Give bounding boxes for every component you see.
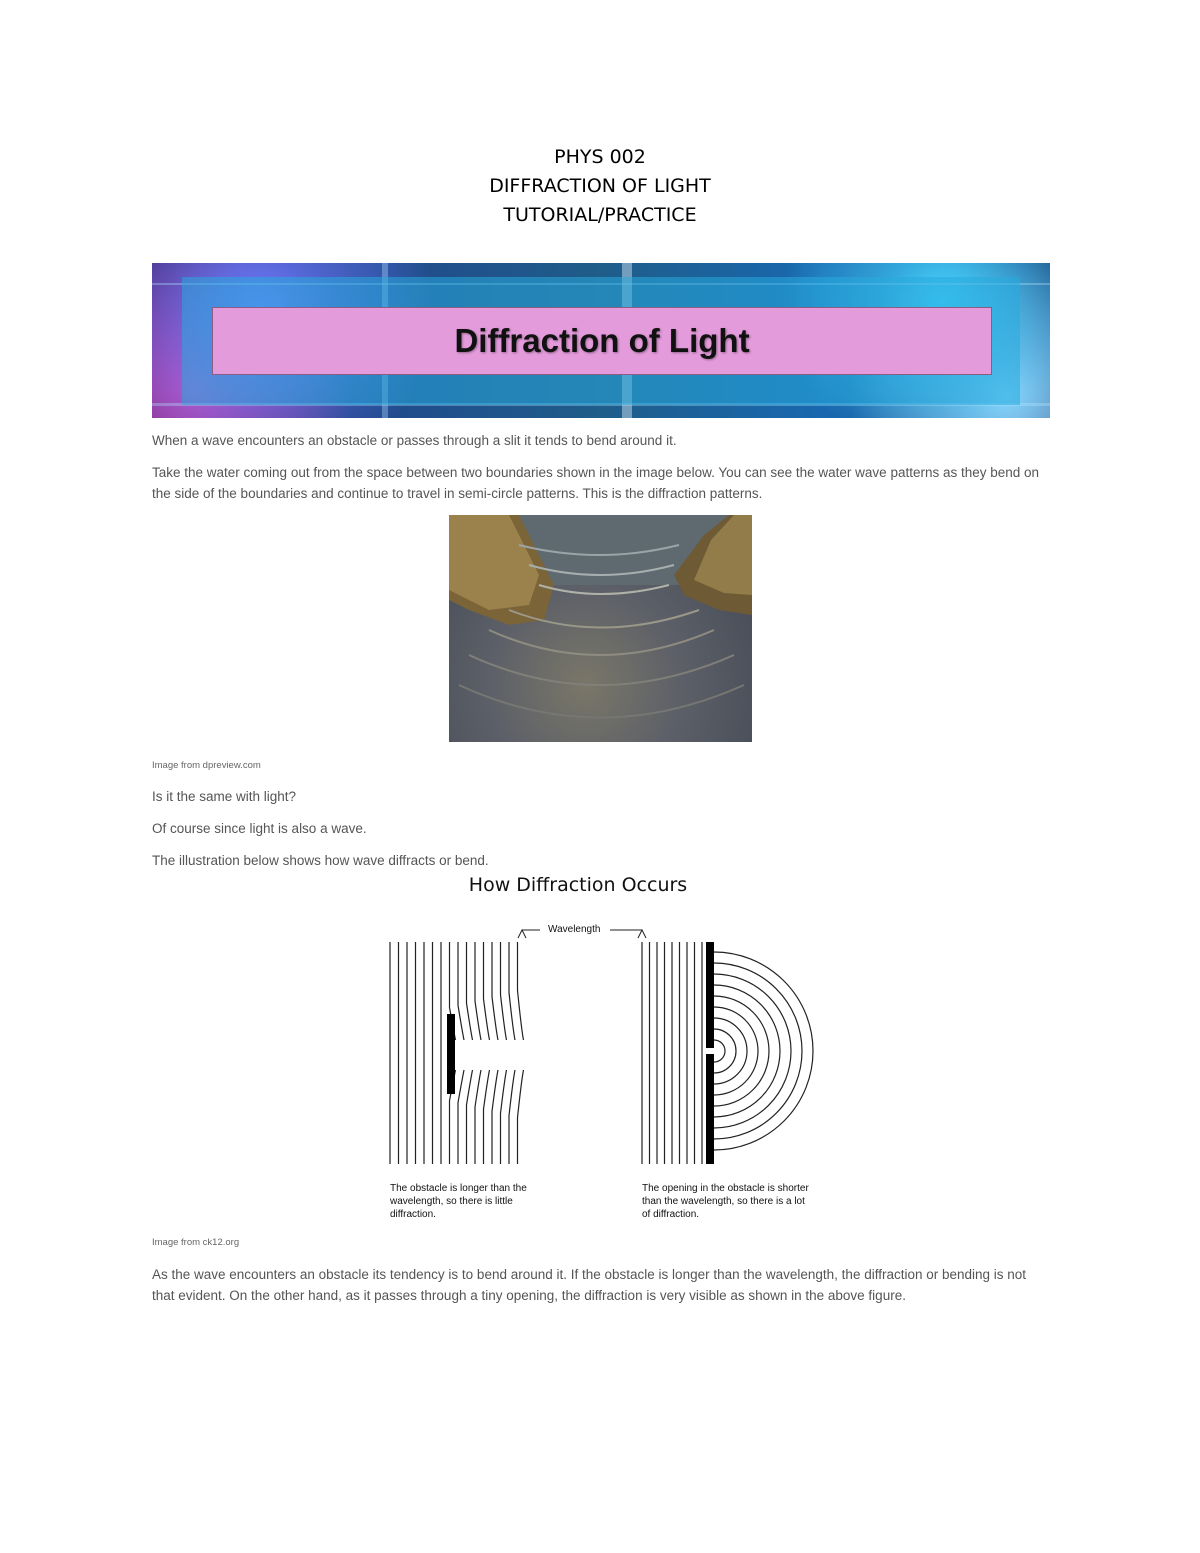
photo-credit: Image from dpreview.com bbox=[152, 760, 261, 771]
paragraph-conclusion: As the wave encounters an obstacle its tendency is to bend around it. If the obstacle is longer than the wavelength, the diffraction or bending is not that evident. On the other hand, as it passes through a tiny opening, the diffraction is very visible as shown in the above figure. bbox=[152, 1267, 1027, 1303]
paragraph-answer: Of course since light is also a wave. bbox=[152, 821, 367, 836]
wavefront-line bbox=[475, 942, 481, 1164]
wavefront-line bbox=[467, 942, 473, 1164]
wavefront-line bbox=[501, 942, 507, 1164]
document-subtitle: TUTORIAL/PRACTICE bbox=[503, 204, 697, 226]
paragraph-water: Take the water coming out from the space between two boundaries shown in the image below. You can see the water wave patterns as they bend on the side of the boundaries and continue to travel in semi-circle patterns. This is the diffraction patterns. bbox=[152, 465, 1040, 501]
document-title: DIFFRACTION OF LIGHT bbox=[489, 175, 711, 197]
diagram-graphic bbox=[380, 920, 820, 1220]
diffracted-wave-arc bbox=[714, 952, 813, 1150]
diffracted-wave-arc bbox=[714, 1040, 725, 1062]
water-diffraction-photo bbox=[449, 515, 752, 742]
paragraph-question: Is it the same with light? bbox=[152, 789, 297, 804]
long-obstacle bbox=[447, 1014, 455, 1094]
wavefront-line bbox=[458, 942, 464, 1164]
caption-right: The opening in the obstacle is shorter than the wavelength, so there is a lot of diffraction. bbox=[642, 1183, 809, 1220]
course-code: PHYS 002 bbox=[554, 146, 646, 168]
wavefront-line bbox=[518, 942, 524, 1164]
banner-title: Diffraction of Light bbox=[212, 307, 992, 375]
diffraction-diagram bbox=[380, 870, 820, 1230]
wavelength-label: Wavelength bbox=[548, 924, 601, 935]
diffracted-wave-arc bbox=[714, 1018, 747, 1084]
paragraph-illustration-intro: The illustration below shows how wave diffracts or bend. bbox=[152, 853, 489, 868]
document-header bbox=[0, 143, 1200, 230]
wavefront-line bbox=[484, 942, 490, 1164]
caption-left: The obstacle is longer than the wavelength, so there is little diffraction. bbox=[390, 1183, 527, 1220]
diffracted-wave-arc bbox=[714, 996, 769, 1106]
wavefront-line bbox=[509, 942, 515, 1164]
diagram-title: How Diffraction Occurs bbox=[468, 874, 688, 896]
paragraph-intro: When a wave encounters an obstacle or passes through a slit it tends to bend around it. bbox=[152, 433, 677, 448]
wavefront-line bbox=[492, 942, 498, 1164]
banner-image bbox=[152, 263, 1050, 418]
diagram-credit: Image from ck12.org bbox=[152, 1237, 240, 1248]
